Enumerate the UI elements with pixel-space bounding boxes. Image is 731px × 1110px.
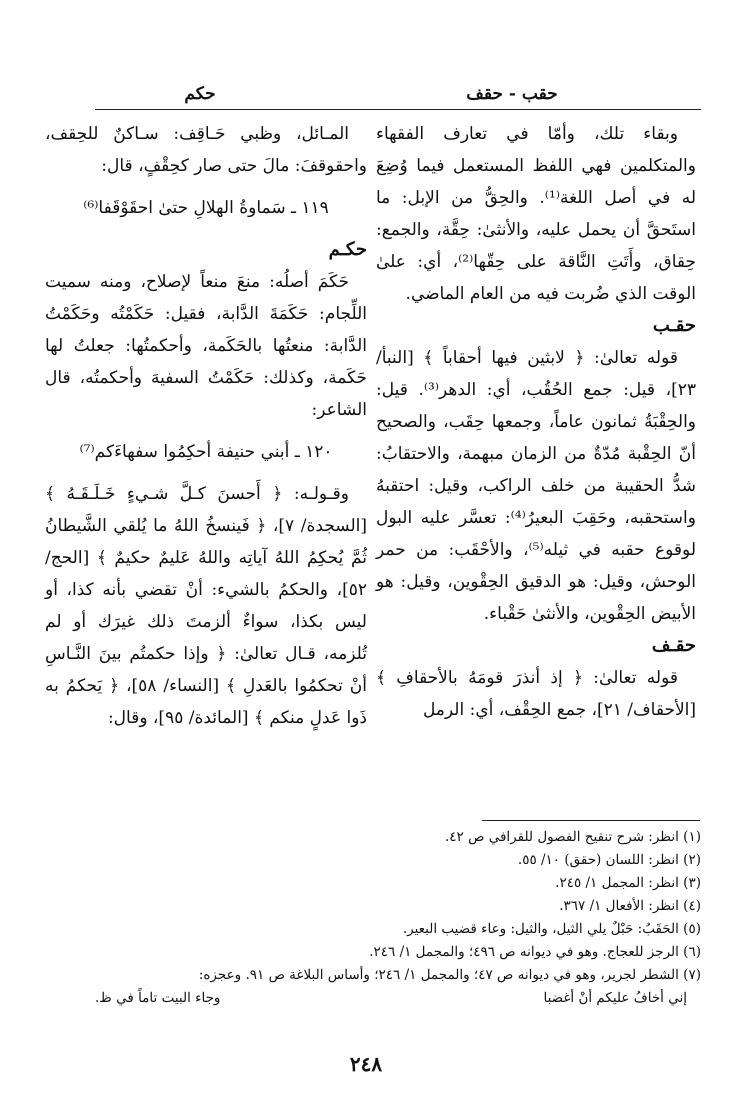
footnote-note: وجاء البيت تاماً في ظ. [95,990,221,1006]
footnote: (٧) الشطر لجرير، وهو في ديوانه ص ٤٧؛ والمجمل ١/ ٢٤٦؛ وأساس البلاغة ص ٩١. وعجزه: [198,967,701,983]
running-header-right: حقب - حقف [466,84,558,104]
footnote: (١) انظر: شرح تنقيح الفصول للقرافي ص ٤٢. [445,829,701,845]
right-column [376,118,696,726]
footnote: (٦) الرجز للعجاج. وهو في ديوانه ص ٤٩٦؛ والمجمل ١/ ٢٤٦. [369,944,701,960]
footnote: (٢) انظر: اللسان (حقق) ١٠/ ٥٥. [517,852,701,868]
poetry-verse: ١٢٠ ـ أبني حنيفة أحكِمُوا سفهاءَكم⁽⁷⁾ [79,442,333,462]
paragraph: المـائل، وظبي حَـاقِف: سـاكنٌ للحِقف، واحقوقفَ: مالَ حتى صار كحِقْفٍ، قال: [45,124,367,176]
footnote-continuation [95,987,701,1010]
header-rule [95,109,701,110]
footnote: (٤) انظر: الأفعال ١/ ٣٦٧. [559,898,701,914]
footnote: (٥) الحَقَبُ: حَبْلٌ يلي الثيل، والثيل: وعاء قضيب البعير. [402,921,701,937]
poetry-verse: ١١٩ ـ سَماوةُ الهلالِ حتىٰ احقَوْقَفا⁽⁶⁾ [83,198,329,218]
footnote: (٣) انظر: المجمل ١/ ٢٤٥. [555,875,701,891]
paragraph: وبقاء تلك، وأمّا في تعارف الفقهاء والمتكلمين فهي اللفظ المستعمل فيما وُضِعَ له في أصل اللغة⁽¹⁾. والحِقُّ من الإبل: ما استَحقَّ أن يحمل عليه، والأنثىٰ: حِقَّة، والجمع: حِقاق، وأَتَتِ النَّاقة على حِقّها⁽²⁾، أي: علىٰ الوقت الذي ضُربت فيه من العام الماضي. [376,124,696,304]
entry-heading-haqab: حقـب [652,315,696,336]
left-column [45,118,367,734]
paragraph: حَكَمَ أصلُه: منعَ منعاً لإصلاح، ومنه سميت اللِّجام: حَكَمَةَ الدَّابة، فقيل: حَكَمْتُه وحَكَمْتُ الدَّابة: منعتُها بالحَكَمة، وأحكمتُها: جعلتُ لها حَكَمة، وكذلك: حَكَمْتُ السفيهَ وأحكمتُه، قال الشاعر: [45,272,367,420]
footnote-rule [482,820,700,821]
paragraph: وقـولـه: ﴿ أَحسنَ كـلَّ شـيءٍ خَـلَـقَـهُ ﴾ [السجدة/ ٧]، ﴿ فَينسخُ اللهُ ما يُلقي الشَّيطانُ ثُمَّ يُحكِمُ اللهُ آياتِه واللهُ عَليمٌ حكيمٌ ﴾ [الحج/ ٥٢]، والحكمُ بالشيء: أنْ تقضي بأنه كذا، أو ليس بكذا، سواءٌ ألزمتَ ذلك غيرَك أو لم تُلزمه، قـال تعالىٰ: ﴿ وإذا حكمتُم بينَ النَّـاسِ أنْ تحكمُوا بالعَدلِ ﴾ [النساء/ ٥٨]، ﴿ يَحكمُ به ذَوا عَدلٍ منكم ﴾ [المائدة/ ٩٥]، وقال: [45,484,368,728]
running-header-left: حكم [184,84,216,104]
paragraph: قوله تعالىٰ: ﴿ إذ أنذرَ قومَهُ بالأحقافِ ﴾ [الأحقاف/ ٢١]، جمع الحِقْف، أي: الرمل [376,668,696,720]
footnote-verse: إني أخافُ عليكم أنْ أغضبا [543,990,687,1006]
entry-heading-haqaf: حقـف [651,635,696,656]
entry-heading-hakam: حكـم [328,239,367,260]
paragraph: قوله تعالىٰ: ﴿ لابثين فيها أحقاباً ﴾ [النبأ/ ٢٣]، قيل: جمع الحُقُب، أي: الدهر⁽³⁾. قيل: والحِقْبَةُ ثمانون عاماً، وجمعها حِقَب، والصحيح أنّ الحِقْبة مُدّةٌ من الزمان مبهمة، والاحتقابُ: شدُّ الحقيبة من خلف الراكب، وقيل: احتقبهُ واستحقبه، وحَقِبَ البعيرُ⁽⁴⁾: تعسَّر عليه البول لوقوع حقبه في ثيله⁽⁵⁾، والأحْقَب: من حمر الوحش، وقيل: هو الدقيق الحِقْوين، وقيل: هو الأبيض الحِقْوين، والأنثىٰ حَقْباء. [376,348,697,624]
footnotes [95,826,701,1010]
page-number: ٢٤٨ [349,1052,383,1076]
